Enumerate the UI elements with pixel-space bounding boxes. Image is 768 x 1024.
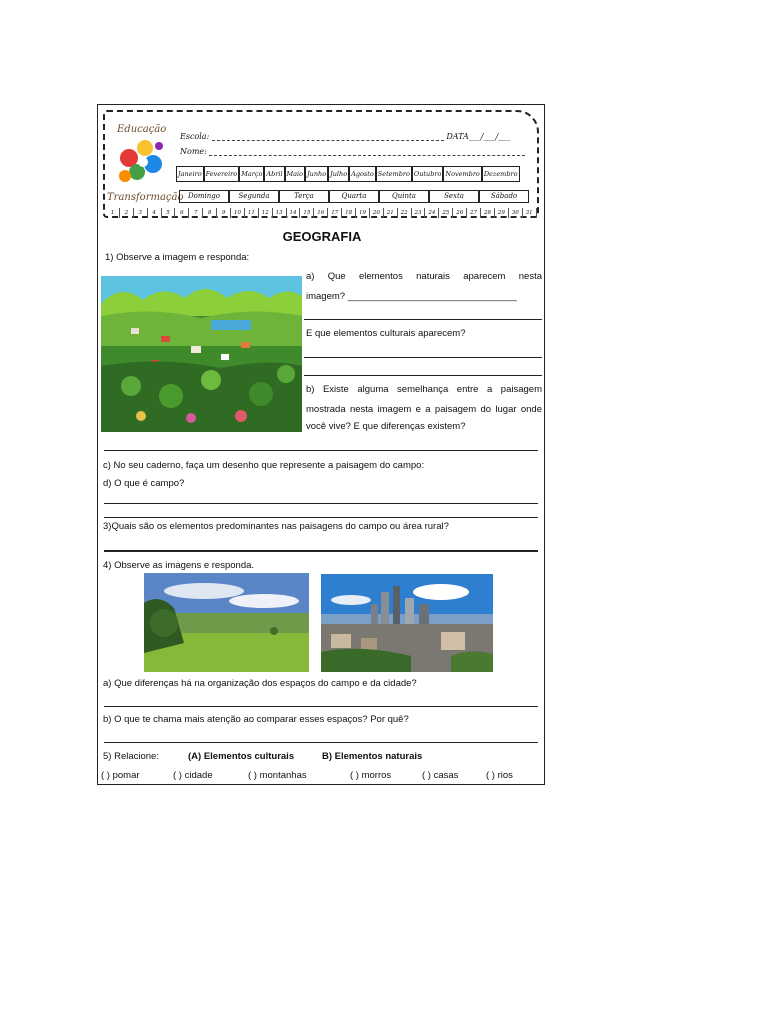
q5-item: ( ) casas (422, 770, 459, 781)
q4b: b) O que te chama mais atenção ao comparar esses espaços? Por quê? (103, 714, 409, 725)
day-number-cell: 16 (314, 208, 328, 218)
q3: 3)Quais são os elementos predominantes nas paisagens do campo ou área rural? (103, 521, 449, 532)
month-cell: Janeiro (176, 166, 204, 182)
answer-line (104, 706, 538, 707)
logo-text-top: Educação (117, 124, 167, 135)
month-cell: Junho (305, 166, 328, 182)
day-number-cell: 9 (217, 208, 231, 218)
day-number-cell: 29 (495, 208, 509, 218)
day-number-cell: 22 (398, 208, 412, 218)
q1d: d) O que é campo? (103, 478, 185, 489)
q1b-line2: mostrada nesta imagem e a paisagem do lugar onde (306, 404, 542, 415)
answer-line (304, 375, 542, 376)
day-number-cell: 28 (481, 208, 495, 218)
weekday-cell: Terça (279, 190, 329, 203)
weekday-cell: Segunda (229, 190, 279, 203)
q1a-line1: a) Que elementos naturais aparecem nesta (306, 271, 542, 282)
day-number-cell: 27 (467, 208, 481, 218)
day-number-cell: 21 (384, 208, 398, 218)
weekday-cell: Sábado (479, 190, 529, 203)
q1a-line2: imagem? ________________________________ (306, 291, 517, 302)
day-number-cell: 23 (412, 208, 426, 218)
weekday-cell: Domingo (179, 190, 229, 203)
q5-item: ( ) pomar (101, 770, 140, 781)
q5-label: 5) Relacione: (103, 751, 159, 762)
worksheet (97, 104, 545, 785)
q5-item: ( ) morros (350, 770, 392, 781)
q1b-line3: você vive? E que diferenças existem? (306, 421, 466, 432)
day-number-cell: 31 (523, 208, 537, 218)
escola-label: Escola: (180, 132, 210, 141)
answer-line (104, 503, 538, 504)
weekday-cell: Sexta (429, 190, 479, 203)
escola-blank (212, 132, 444, 141)
q5-item: ( ) cidade (173, 770, 213, 781)
day-number-cell: 25 (439, 208, 453, 218)
month-cell: Agosto (349, 166, 376, 182)
q1b-line1: b) Existe alguma semelhança entre a paisagem (306, 384, 542, 395)
month-cell: Julho (328, 166, 349, 182)
page-title: GEOGRAFIA (282, 229, 362, 244)
q4-prompt: 4) Observe as imagens e responda. (103, 560, 255, 571)
day-number-cell: 24 (425, 208, 439, 218)
logo (107, 116, 184, 206)
escola-line (180, 132, 510, 141)
day-number-cell: 19 (356, 208, 370, 218)
header-box (103, 110, 539, 218)
q5-option-b: B) Elementos naturais (322, 751, 423, 762)
answer-line (104, 450, 538, 451)
day-number-cell: 1 (106, 208, 120, 218)
day-number-cell: 15 (300, 208, 314, 218)
day-number-cell: 10 (231, 208, 245, 218)
q5-option-a: (A) Elementos culturais (188, 751, 295, 762)
day-number-cell: 20 (370, 208, 384, 218)
day-number-cell: 18 (342, 208, 356, 218)
nome-line (180, 147, 525, 156)
month-cell: Maio (285, 166, 306, 182)
city-photo (321, 574, 493, 672)
countryside-photo (144, 573, 309, 672)
answer-line (104, 517, 538, 518)
q5-item: ( ) montanhas (248, 770, 307, 781)
day-number-cell: 12 (259, 208, 273, 218)
month-cell: Setembro (376, 166, 412, 182)
day-number-cell: 13 (273, 208, 287, 218)
day-number-cell: 26 (453, 208, 467, 218)
answer-line (104, 550, 538, 552)
weekday-cell: Quarta (329, 190, 379, 203)
day-number-cell: 6 (175, 208, 189, 218)
rural-painting-image (101, 276, 302, 432)
answer-line (104, 742, 538, 743)
day-number-cell: 30 (509, 208, 523, 218)
day-number-cell: 2 (120, 208, 134, 218)
q4a: a) Que diferenças há na organização dos espaços do campo e da cidade? (103, 678, 417, 689)
month-cell: Novembro (443, 166, 481, 182)
answer-line (304, 319, 542, 320)
nome-label: Nome: (180, 147, 207, 156)
nome-blank (209, 147, 525, 156)
weekday-cell: Quinta (379, 190, 429, 203)
day-number-cell: 3 (134, 208, 148, 218)
day-number-cell: 17 (328, 208, 342, 218)
day-number-cell: 5 (162, 208, 176, 218)
q1c: c) No seu caderno, faça um desenho que represente a paisagem do campo: (103, 460, 425, 471)
month-cell: Março (239, 166, 264, 182)
day-number-cell: 8 (203, 208, 217, 218)
q1-prompt: 1) Observe a imagem e responda: (105, 252, 250, 263)
day-number-cell: 14 (287, 208, 301, 218)
months-row (176, 166, 520, 182)
day-number-cell: 4 (148, 208, 162, 218)
days-row (179, 190, 529, 203)
logo-text-bottom: Transformação (107, 192, 184, 203)
month-cell: Dezembro (482, 166, 520, 182)
data-label: DATA___/___/___ (446, 132, 511, 141)
q5-item: ( ) rios (486, 770, 513, 781)
day-number-cell: 11 (245, 208, 259, 218)
answer-line (304, 357, 542, 358)
month-cell: Fevereiro (204, 166, 240, 182)
month-cell: Abril (264, 166, 284, 182)
day-number-cell: 7 (189, 208, 203, 218)
month-cell: Outubro (412, 166, 444, 182)
numbers-row (106, 208, 537, 218)
q1a-line3: E que elementos culturais aparecem? (306, 328, 466, 339)
